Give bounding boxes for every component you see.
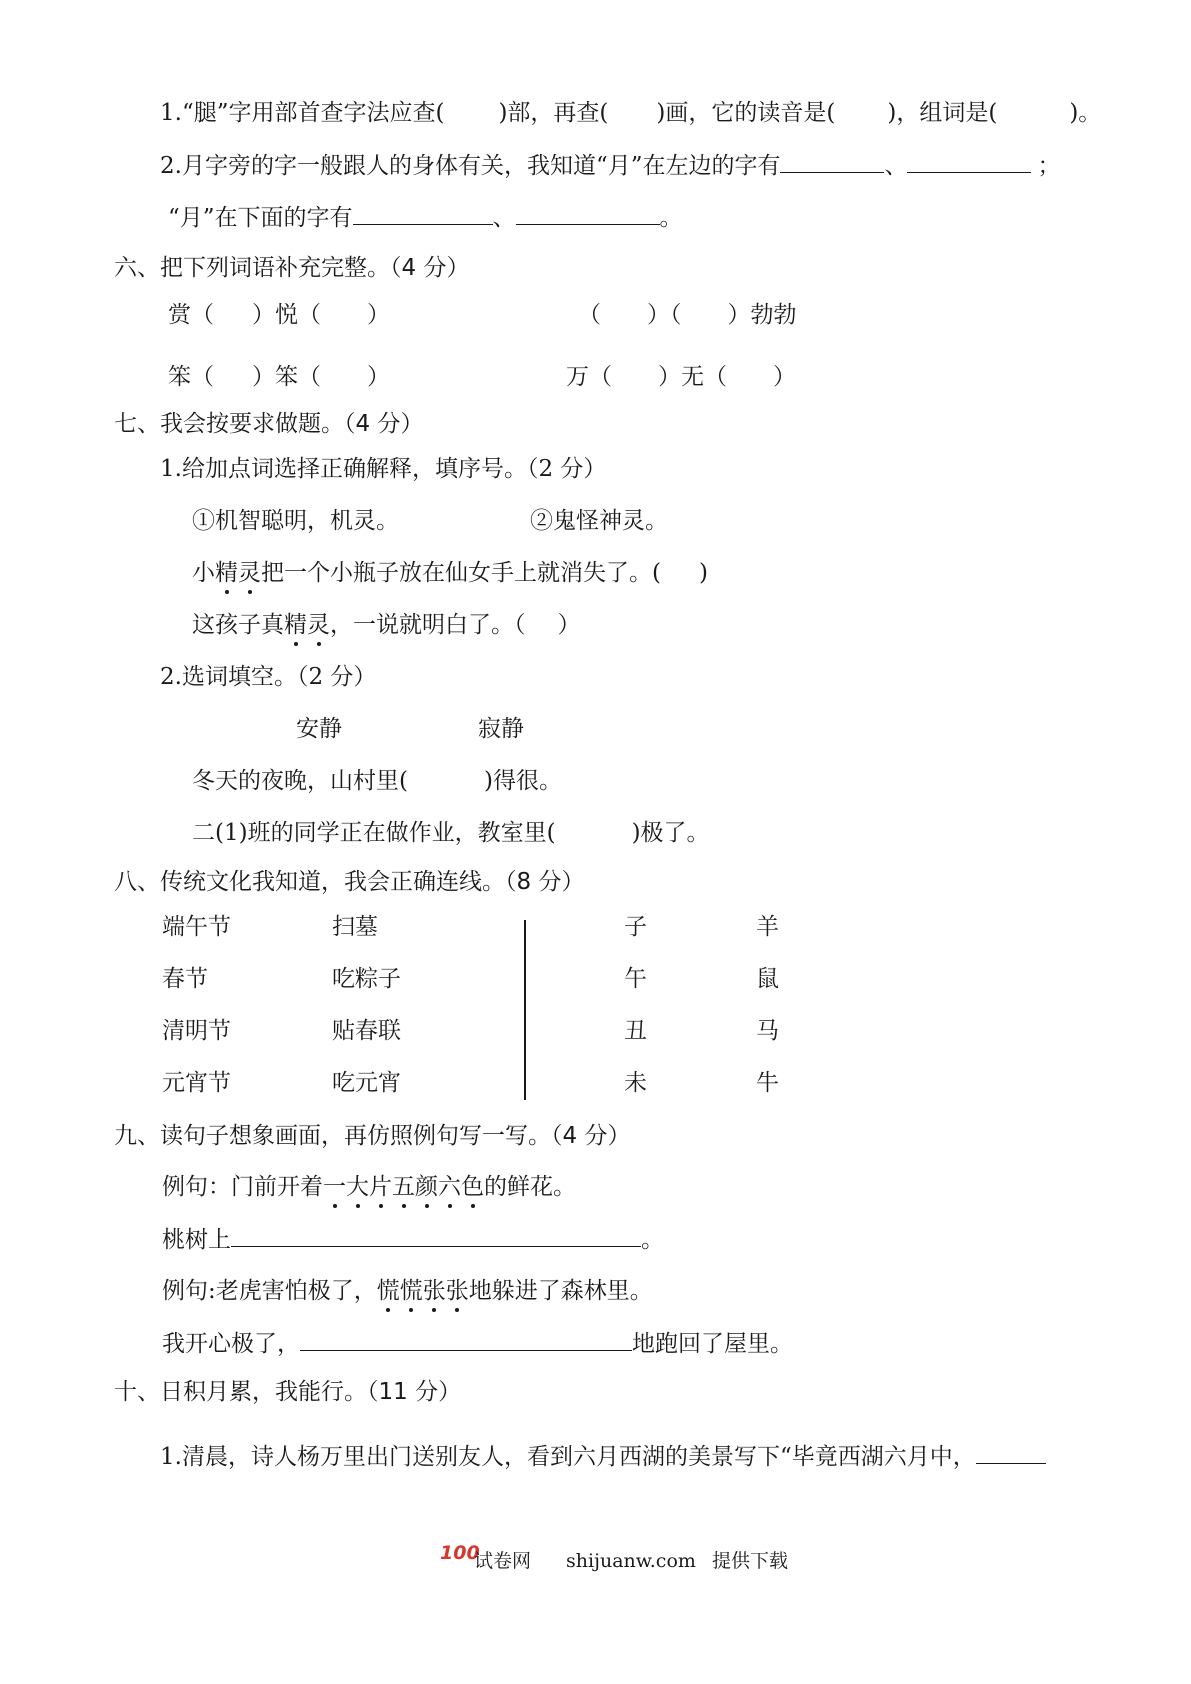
example-sentence-1: 例句：门前开着一大片五颜六色的鲜花。 bbox=[162, 1174, 576, 1200]
animal-item[interactable]: 牛 bbox=[756, 1070, 779, 1096]
custom-item[interactable]: 吃粽子 bbox=[332, 966, 401, 992]
footer-provide: 提供下载 bbox=[712, 1550, 789, 1572]
q5-1: 1.“腿”字用部首查字法应查( )部，再查( )画，它的读音是( )，组词是( )。 bbox=[160, 100, 1102, 126]
answer-blank[interactable] bbox=[353, 202, 493, 225]
section-7-title: 七、我会按要求做题。（4 分） bbox=[114, 411, 424, 437]
answer-blank[interactable] bbox=[231, 1224, 641, 1247]
answer-blank[interactable] bbox=[300, 1328, 632, 1351]
custom-item[interactable]: 吃元宵 bbox=[332, 1070, 401, 1096]
divider-line bbox=[524, 920, 526, 1100]
festival-item[interactable]: 清明节 bbox=[162, 1018, 231, 1044]
festival-item[interactable]: 春节 bbox=[162, 966, 208, 992]
s6-row2-right: 万（ ）无（ ） bbox=[566, 364, 796, 390]
s6-row1-left: 赏（ ）悦（ ） bbox=[168, 302, 390, 328]
animal-item[interactable]: 羊 bbox=[756, 914, 779, 940]
section-6-title: 六、把下列词语补充完整。（4 分） bbox=[114, 255, 470, 281]
branch-item[interactable]: 丑 bbox=[624, 1018, 647, 1044]
section-8-title: 八、传统文化我知道，我会正确连线。（8 分） bbox=[114, 869, 585, 895]
s6-row1-right: （ ）（ ）勃勃 bbox=[578, 302, 797, 328]
footer-site-name: 试卷网 bbox=[474, 1550, 532, 1572]
custom-item[interactable]: 扫墓 bbox=[332, 914, 378, 940]
animal-item[interactable]: 鼠 bbox=[756, 966, 779, 992]
write-sentence-2: 我开心极了， 地跑回了屋里。 bbox=[162, 1328, 793, 1359]
answer-blank[interactable] bbox=[907, 150, 1031, 173]
option-2: ②鬼怪神灵。 bbox=[530, 508, 668, 534]
custom-item[interactable]: 贴春联 bbox=[332, 1018, 401, 1044]
answer-blank[interactable] bbox=[516, 202, 660, 225]
word-choice-1: 安静 bbox=[296, 716, 342, 742]
branch-item[interactable]: 午 bbox=[624, 966, 647, 992]
answer-blank[interactable] bbox=[780, 150, 884, 173]
word-choice-2: 寂静 bbox=[478, 716, 524, 742]
s6-row2-left: 笨（ ）笨（ ） bbox=[168, 364, 390, 390]
q7-2-fill-2: 二(1)班的同学正在做作业，教室里( )极了。 bbox=[192, 820, 710, 846]
section-9-title: 九、读句子想象画面，再仿照例句写一写。（4 分） bbox=[114, 1123, 631, 1149]
q5-2: 2.月字旁的字一般跟人的身体有关，我知道“月”在左边的字有 、 ； bbox=[160, 150, 1060, 181]
branch-item[interactable]: 子 bbox=[624, 914, 647, 940]
q7-2: 2.选词填空。（2 分） bbox=[160, 664, 377, 690]
q7-1-sentence-1: 小精灵把一个小瓶子放在仙女手上就消失了。( ) bbox=[192, 560, 708, 586]
q10-1: 1.清晨，诗人杨万里出门送别友人，看到六月西湖的美景写下“毕竟西湖六月中， bbox=[160, 1441, 1046, 1472]
q7-1-sentence-2: 这孩子真精灵，一说就明白了。（ ） bbox=[192, 612, 581, 638]
option-1: ①机智聪明，机灵。 bbox=[192, 508, 399, 534]
festival-item[interactable]: 端午节 bbox=[162, 914, 231, 940]
footer-url[interactable]: shijuanw.com bbox=[566, 1550, 696, 1572]
answer-blank[interactable] bbox=[976, 1441, 1046, 1464]
example-sentence-2: 例句:老虎害怕极了，慌慌张张地躲进了森林里。 bbox=[162, 1278, 653, 1304]
site-logo: 100 bbox=[440, 1542, 480, 1564]
animal-item[interactable]: 马 bbox=[756, 1018, 779, 1044]
q7-2-fill-1: 冬天的夜晚，山村里( )得很。 bbox=[192, 768, 562, 794]
section-10-title: 十、日积月累，我能行。（11 分） bbox=[114, 1379, 462, 1405]
q7-1: 1.给加点词选择正确解释，填序号。（2 分） bbox=[160, 456, 607, 482]
branch-item[interactable]: 未 bbox=[624, 1070, 647, 1096]
q5-2-cont: “月”在下面的字有 、 。 bbox=[168, 202, 683, 233]
write-sentence-1: 桃树上 。 bbox=[162, 1224, 664, 1255]
festival-item[interactable]: 元宵节 bbox=[162, 1070, 231, 1096]
